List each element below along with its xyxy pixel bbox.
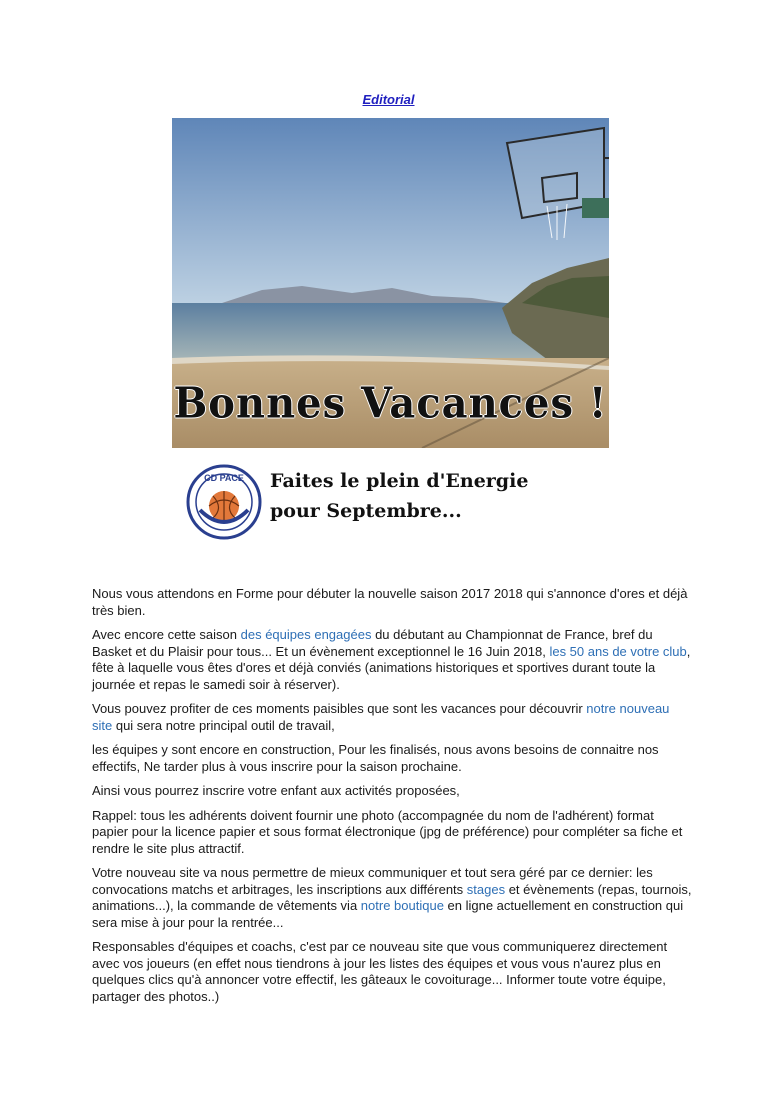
paragraph-coaches: Responsables d'équipes et coachs, c'est par ce nouveau site que vous communiquerez directement avec vos joueurs (en effet nous tiendrons à jour les listes des équipes et vous vous n'aurez plus en quelques clics qu'à annoncer votre effectif, les gâteaux le covoiturage... Informer toute votre équipe, partager des photos..) — [92, 939, 668, 1004]
shop-link[interactable]: notre boutique — [360, 898, 444, 913]
club-logo — [186, 464, 262, 540]
text-segment: qui sera notre principal outil de travail, — [112, 717, 335, 733]
paragraph-new-site — [92, 701, 692, 734]
text-segment: Votre nouveau site va nous permettre de mieux communiquer et tout sera géré par ce dernier: les convocations matchs et arbitrages, les inscriptions aux différents — [92, 865, 653, 897]
text-segment: , fête à laquelle vous êtes d'ores et déjà conviés (animations historiques et sportives durant toute la journée et repas le samedi soir à réserver). — [92, 643, 691, 692]
club-50-years-link[interactable]: les 50 ans de votre club — [549, 643, 687, 659]
paragraph-communication — [92, 865, 692, 931]
stages-link[interactable]: stages — [466, 881, 506, 897]
teams-link[interactable]: des équipes engagées — [240, 627, 372, 642]
text-segment: Avec encore cette saison — [92, 627, 241, 642]
new-site-link[interactable]: notre nouveau site — [92, 701, 670, 733]
paragraph-teams: les équipes y sont encore en construction, Pour les finalisés, nous avons besoins de connaitre nos effectifs, Ne tarder plus à vous inscrire pour la saison prochaine. — [92, 742, 659, 774]
page-title[interactable]: Editorial — [362, 92, 415, 107]
text-segment: et évènements (repas, tournois, animations...), la commande de vêtements via — [92, 881, 692, 913]
paragraph-season — [92, 627, 692, 693]
logo-text: CD PACE — [204, 473, 244, 483]
paragraph-reminder: Rappel: tous les adhérents doivent fournir une photo (accompagnée du nom de l'adhérent) format papier pour la licence papier et sous format électronique (jpg de préférence) pour compléter sa fiche et rendre le site plus attractif. — [92, 807, 683, 856]
text-segment: en ligne actuellement en construction qui sera mise à jour pour la rentrée... — [92, 898, 684, 930]
paragraph-intro: Nous vous attendons en Forme pour débuter la nouvelle saison 2017 2018 qui s'annonce d'ores et déjà très bien. — [92, 586, 688, 618]
slogan-line-1: Faites le plein d'Energie — [270, 470, 529, 492]
text-segment: Vous pouvez profiter de ces moments paisibles que sont les vacances pour découvrir — [92, 701, 587, 716]
slogan — [270, 466, 600, 526]
article-body — [92, 586, 692, 1013]
basketball-logo-icon — [186, 464, 262, 540]
slogan-line-2: pour Septembre... — [270, 500, 462, 522]
text-segment: du débutant au Championnat de France, bref du Basket et du Plaisir pour tous... Et un évènement exceptionnel le 16 Juin 2018, — [92, 627, 653, 659]
bonnes-vacances-headline: Bonnes Vacances ! — [173, 378, 608, 429]
paragraph-register: Ainsi vous pourrez inscrire votre enfant aux activités proposées, — [92, 783, 460, 798]
